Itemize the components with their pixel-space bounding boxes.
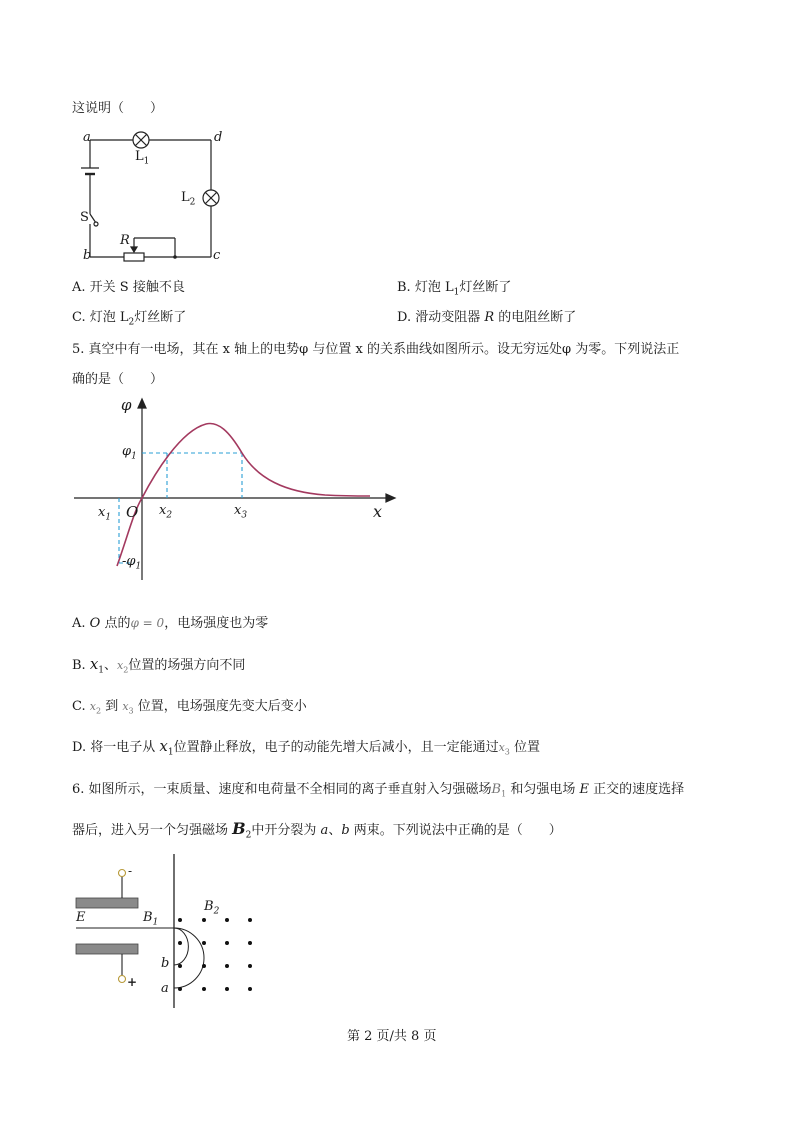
junction-dot: [173, 255, 177, 259]
plus-terminal-label: +: [127, 975, 138, 989]
potential-graph: [70, 395, 400, 585]
q4-intro: 这说明（ ）: [72, 101, 164, 116]
lamp-l2-symbol: [203, 190, 219, 206]
lamp-l2-label: $L_2$: [181, 190, 196, 208]
field-b1-label: $B_1$: [143, 910, 159, 928]
node-label-a: a: [83, 130, 91, 145]
q5-option-c: C. $x_2$ 到 $x_3$ 位置，电场强度先变大后变小: [72, 699, 307, 716]
q4-option-c: C. 灯泡 $L_2$灯丝断了: [72, 310, 187, 328]
q5-stem-line1: 5. 真空中有一电场，其在 x 轴上的电势φ 与位置 x 的关系曲线如图所示。设无穷远处φ 为零。下列说法正: [72, 342, 680, 357]
page-footer: 第 2 页/共 8 页: [347, 1029, 437, 1044]
node-label-c: c: [213, 248, 221, 263]
upper-plate: [76, 898, 138, 908]
phi1-label: $\varphi_1$: [122, 444, 137, 462]
q6-stem-line1: 6. 如图所示，一束质量、速度和电荷量不全相同的离子垂直射入匀强磁场$B_1$ 和匀强电场 E 正交的速度选择: [72, 782, 685, 799]
lamp-l1-symbol: [133, 132, 149, 148]
x-axis-label: x: [373, 502, 383, 521]
q4-option-a: A. 开关 S 接触不良: [72, 280, 185, 295]
node-label-b: b: [83, 248, 92, 263]
node-label-d: d: [214, 130, 223, 145]
potential-curve: [117, 423, 370, 566]
q6-stem-line2: 器后，进入另一个匀强磁场 $B_2$中开分裂为 a、b 两束。下列说法中正确的是（ ）: [72, 819, 562, 841]
beam-a-label: a: [161, 981, 169, 996]
q5-option-a: A. O 点的φ = 0，电场强度也为零: [72, 616, 269, 631]
lower-plate: [76, 944, 138, 954]
q5-option-d: D. 将一电子从 $x_1$位置静止释放，电子的动能先增大后减小，且一定能通过$x_3$ 位置: [72, 737, 541, 758]
rheostat-label: R: [120, 233, 130, 248]
neg-phi1-label: $-\varphi_1$: [122, 554, 142, 572]
phi-axis-label: φ: [121, 396, 132, 414]
lamp-l1-label: $L_1$: [135, 149, 150, 167]
switch-symbol: [90, 214, 98, 226]
minus-terminal-label: -: [128, 864, 133, 878]
battery-symbol: [81, 168, 99, 174]
q4-option-d: D. 滑动变阻器 R 的电阻丝断了: [397, 310, 577, 325]
velocity-selector-diagram: [70, 850, 270, 1010]
q5-stem-line2: 确的是（ ）: [72, 372, 164, 387]
q5-option-b: B. $x_1$、$x_2$位置的场强方向不同: [72, 655, 246, 676]
field-b2-label: $B_2$: [204, 899, 220, 917]
q4-option-b: B. 灯泡 $L_1$灯丝断了: [397, 280, 512, 298]
origin-label: O: [126, 503, 139, 521]
x3-label: $x_3$: [234, 503, 248, 521]
circuit-diagram: [78, 128, 248, 263]
magnetic-field-dots: [178, 918, 252, 991]
x1-label: $x_1$: [98, 505, 112, 523]
x2-label: $x_2$: [159, 503, 173, 521]
switch-label: S: [80, 210, 89, 225]
field-e-label: E: [76, 910, 86, 925]
beam-b-label: b: [161, 956, 170, 971]
